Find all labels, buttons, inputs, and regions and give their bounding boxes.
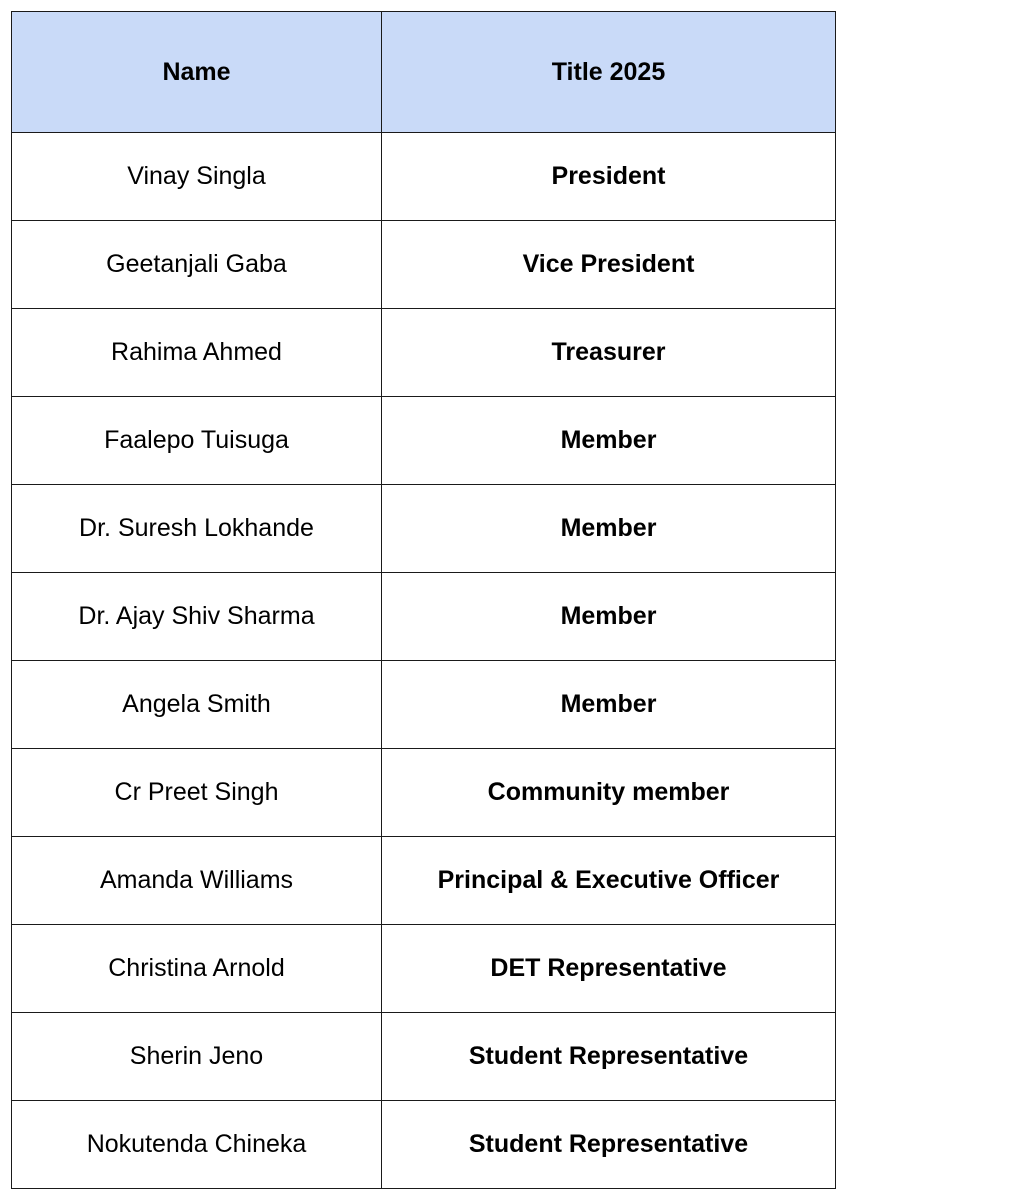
member-name-cell: Sherin Jeno <box>12 1013 382 1101</box>
member-title-cell: Principal & Executive Officer <box>382 837 836 925</box>
member-title-cell: Vice President <box>382 221 836 309</box>
table-row <box>12 309 836 397</box>
member-name-cell: Vinay Singla <box>12 133 382 221</box>
member-name-cell: Cr Preet Singh <box>12 749 382 837</box>
member-name-cell: Amanda Williams <box>12 837 382 925</box>
header-row <box>12 12 836 133</box>
member-title-cell: Student Representative <box>382 1101 836 1189</box>
member-title-cell: Member <box>382 485 836 573</box>
member-title-cell: DET Representative <box>382 925 836 1013</box>
member-title-cell: Member <box>382 573 836 661</box>
member-name-cell: Nokutenda Chineka <box>12 1101 382 1189</box>
table-header <box>12 12 836 133</box>
table-row <box>12 749 836 837</box>
table-row <box>12 485 836 573</box>
member-title-cell: President <box>382 133 836 221</box>
table-row <box>12 1013 836 1101</box>
table-row <box>12 397 836 485</box>
member-name-cell: Angela Smith <box>12 661 382 749</box>
table-row <box>12 221 836 309</box>
member-title-cell: Student Representative <box>382 1013 836 1101</box>
member-name-cell: Geetanjali Gaba <box>12 221 382 309</box>
table-row <box>12 1101 836 1189</box>
member-name-cell: Christina Arnold <box>12 925 382 1013</box>
member-title-cell: Member <box>382 661 836 749</box>
board-members-table <box>11 11 836 1189</box>
table-row <box>12 837 836 925</box>
member-name-cell: Dr. Suresh Lokhande <box>12 485 382 573</box>
member-name-cell: Faalepo Tuisuga <box>12 397 382 485</box>
table-body <box>12 133 836 1189</box>
table-row <box>12 661 836 749</box>
title-column-header: Title 2025 <box>382 12 836 133</box>
member-title-cell: Treasurer <box>382 309 836 397</box>
member-name-cell: Rahima Ahmed <box>12 309 382 397</box>
member-title-cell: Member <box>382 397 836 485</box>
table-row <box>12 925 836 1013</box>
name-column-header: Name <box>12 12 382 133</box>
member-name-cell: Dr. Ajay Shiv Sharma <box>12 573 382 661</box>
member-title-cell: Community member <box>382 749 836 837</box>
table-row <box>12 133 836 221</box>
table-row <box>12 573 836 661</box>
